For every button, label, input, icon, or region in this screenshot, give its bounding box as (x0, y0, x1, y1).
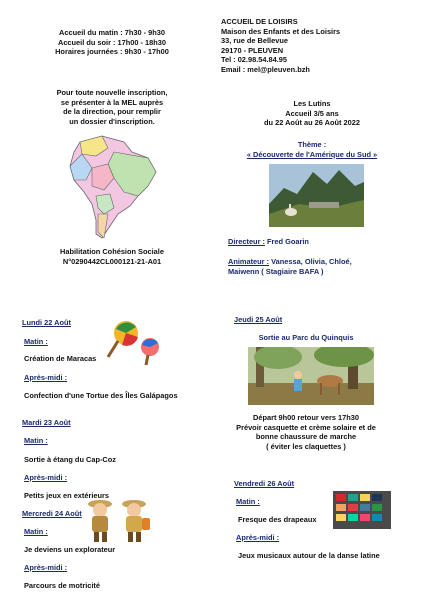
director-line (228, 237, 408, 247)
machu-picchu-photo (269, 164, 364, 227)
evening-hours: Accueil du soir : 17h00 - 18h30 (57, 37, 167, 47)
animators (228, 257, 413, 276)
director-label: Directeur : (228, 237, 265, 246)
center-city: 29170 - PLEUVEN (221, 45, 284, 55)
friday-title: Vendredi 26 Août (234, 479, 295, 488)
tuesday-afternoon-label: Après-midi : (24, 473, 68, 482)
monday-title: Lundi 22 Août (22, 318, 71, 327)
wednesday-afternoon-label: Après-midi : (24, 563, 68, 572)
tuesday-morning-activity: Sortie à étang du Cap-Coz (24, 455, 116, 464)
maracas-image (104, 317, 168, 367)
director-name: Fred Goarin (264, 237, 309, 246)
park-photo (248, 347, 374, 405)
wednesday-morning-label: Matin : (24, 527, 48, 536)
tuesday-afternoon-activity: Petits jeux en extérieurs (24, 491, 110, 500)
group-age: Accueil 3/5 ans (285, 108, 339, 118)
group-dates: du 22 Août au 26 Août 2022 (264, 118, 360, 128)
friday-afternoon-activity: Jeux musicaux autour de la danse latine (238, 551, 380, 560)
monday-morning-label: Matin : (24, 337, 48, 346)
day-hours: Horaires journées : 9h30 - 17h00 (55, 47, 169, 57)
explorers-image (84, 496, 154, 544)
inscription-line: Pour toute nouvelle inscription, (56, 88, 168, 97)
thursday-details (206, 413, 406, 451)
thursday-title: Jeudi 25 Août (234, 315, 283, 324)
habilitation-line: Habilitation Cohésion Sociale (60, 247, 164, 256)
thursday-advice: ( éviter les claquettes ) (266, 441, 346, 451)
wednesday-afternoon-activity: Parcours de motricité (24, 581, 100, 590)
inscription-line: de la direction, pour remplir (63, 107, 161, 117)
center-address (221, 17, 411, 75)
theme-label: Thème : (297, 140, 327, 149)
habilitation-number: N°0290442CL000121-21-A01 (62, 256, 162, 266)
animators-names-2: Maiwenn ( Stagiaire BAFA ) (228, 266, 324, 276)
center-tel: Tel : 02.98.54.84.95 (221, 55, 288, 65)
center-email: Email : mel@pleuven.bzh (221, 64, 310, 74)
tuesday-title: Mardi 23 Août (22, 418, 71, 427)
habilitation (22, 247, 202, 266)
theme-title: « Découverte de l'Amérique du Sud » (246, 149, 378, 159)
group-name: Les Lutins (293, 99, 331, 108)
wednesday-morning-activity: Je deviens un explorateur (24, 545, 116, 554)
tuesday-morning-label: Matin : (24, 436, 48, 445)
morning-hours: Accueil du matin : 7h30 - 9h30 (59, 28, 165, 37)
friday-morning-label: Matin : (236, 497, 260, 506)
opening-hours (22, 28, 202, 57)
monday-afternoon-label: Après-midi : (24, 373, 68, 382)
center-name: ACCUEIL DE LOISIRS (221, 17, 298, 26)
friday-afternoon-label: Après-midi : (236, 533, 280, 542)
center-street: 33, rue de Bellevue (221, 36, 288, 46)
theme (222, 140, 402, 159)
animators-label: Animateur : (228, 257, 270, 266)
group-info (222, 99, 402, 128)
inscription-note (22, 88, 202, 126)
center-building: Maison des Enfants et des Loisirs (221, 26, 341, 36)
flags-fresco-image (333, 491, 391, 529)
thursday-schedule: Départ 9h00 retour vers 17h30 (253, 413, 359, 422)
monday-morning-activity: Création de Maracas (24, 354, 97, 363)
animators-names: Vanessa, Olivia, Chloé, (269, 257, 352, 266)
thursday-advice: Prévoir casquette et crème solaire et de (236, 422, 376, 432)
inscription-line: se présenter à la MEL auprès (60, 97, 164, 107)
wednesday-title: Mercredi 24 Août (22, 509, 82, 518)
thursday-advice: bonne chaussure de marche (255, 432, 357, 442)
thursday-activity: Sortie au Parc du Quinquis (258, 333, 354, 342)
monday-afternoon-activity: Confection d'une Tortue des Îles Galápagos (24, 391, 178, 400)
south-america-map (52, 134, 168, 240)
inscription-line: un dossier d'inscription. (69, 116, 155, 126)
friday-morning-activity: Fresque des drapeaux (238, 515, 317, 524)
